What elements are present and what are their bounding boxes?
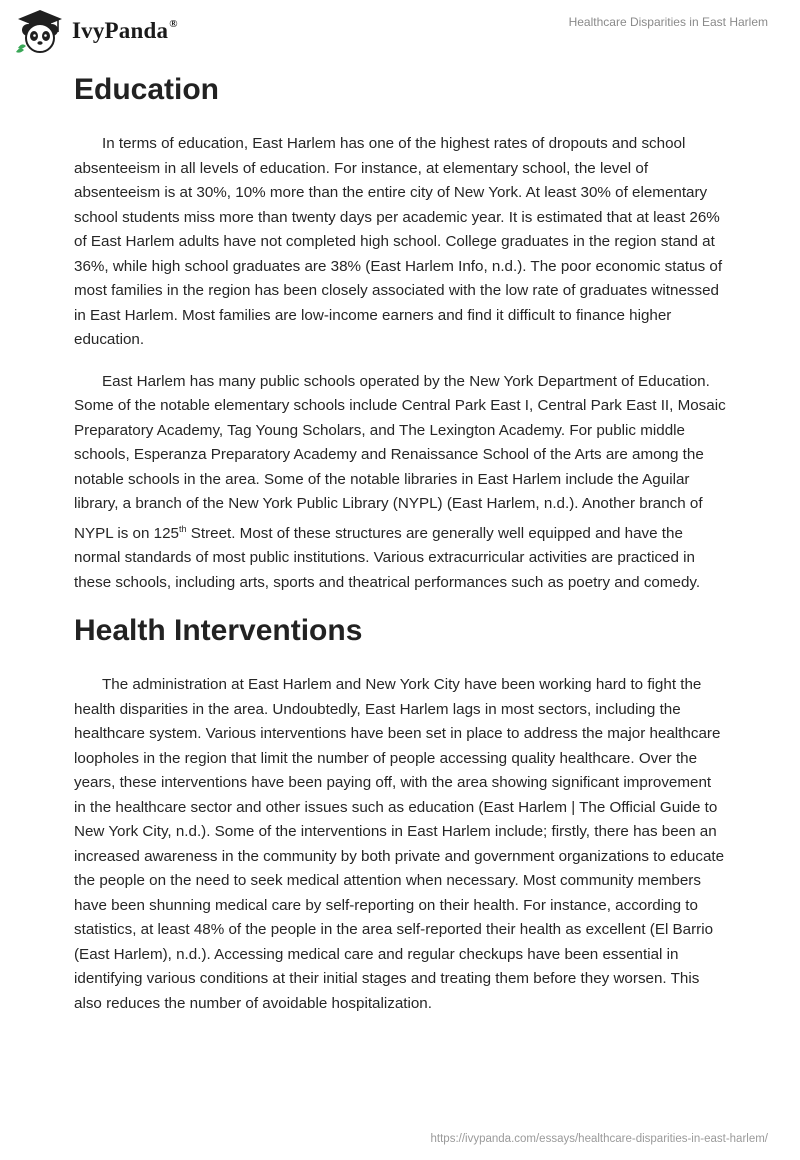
ivypanda-logo[interactable] [14, 8, 224, 54]
document-title: Healthcare Disparities in East Harlem [568, 15, 768, 29]
section-heading-health-interventions: Health Interventions [74, 614, 363, 648]
source-url-link[interactable]: https://ivypanda.com/essays/healthcare-disparities-in-east-harlem/ [430, 1133, 768, 1145]
page-header [0, 0, 800, 60]
brand-name: IvyPanda® [72, 18, 178, 43]
paragraph: In terms of education, East Harlem has one of the highest rates of dropouts and school absenteeism in all levels of education. For instance, at elementary school, the level of absenteeism is at 30%, 10% more than the entire city of New York. At least 30% of elementary school students miss more than twenty days per academic year. It is estimated that at least 26% of East Harlem adults have not completed high school. College graduates in the region stand at 36%, while high school graduates are 38% (East Harlem Info, n.d.). The poor economic status of most families in the region has been closely associated with the low rate of graduates witnessed in East Harlem. Most families are low-income earners and find it difficult to finance higher education. [74, 135, 723, 348]
section-heading-education: Education [74, 73, 220, 106]
essay-content [74, 70, 726, 1016]
paragraph: East Harlem has many public schools operated by the New York Department of Education. Some of the notable elementary schools include Central Park East I, Central Park East II, Mosaic Preparatory Academy, Tag Young Scholars, and The Lexington Academy. For public middle schools, Esperanza Preparatory Academy and Renaissance School of the Arts are among the notable schools in the area. Some of the notable libraries in East Harlem include the Aguilar library, a branch of the New York Public Library (NYPL) (East Harlem, n.d.). Another branch of NYPL is on 125th Street. Most of these structures are generally well equipped and have the normal standards of most public institutions. Various extracurricular activities are practiced in these schools, including arts, sports and theatrical performances such as poetry and comedy. [74, 372, 726, 591]
paragraph: The administration at East Harlem and New York City have been working hard to fight the health disparities in the area. Undoubtedly, East Harlem lags in most sectors, including the healthcare system. Various interventions have been set in place to address the major healthcare loopholes in the region that limit the number of people accessing quality healthcare. Over the years, these interventions have been paying off, with the area showing significant improvement in the healthcare sector and other issues such as education (East Harlem | The Official Guide to New York City, n.d.). Some of the interventions in East Harlem include; firstly, there has been an increased awareness in the community by both private and government organizations to educate the people on the need to seek medical attention when necessary. Most community members have been shunning medical care by self-reporting on their health. For instance, according to statistics, at least 48% of the people in the area self-reported their health as excellent (El Barrio (East Harlem), n.d.). Accessing medical care and regular checkups have been essential in identifying various conditions at their initial stages and treating them before they worsen. This also reduces the number of avoidable hospitalization. [74, 676, 725, 1012]
panda-graduate-icon [14, 8, 66, 54]
